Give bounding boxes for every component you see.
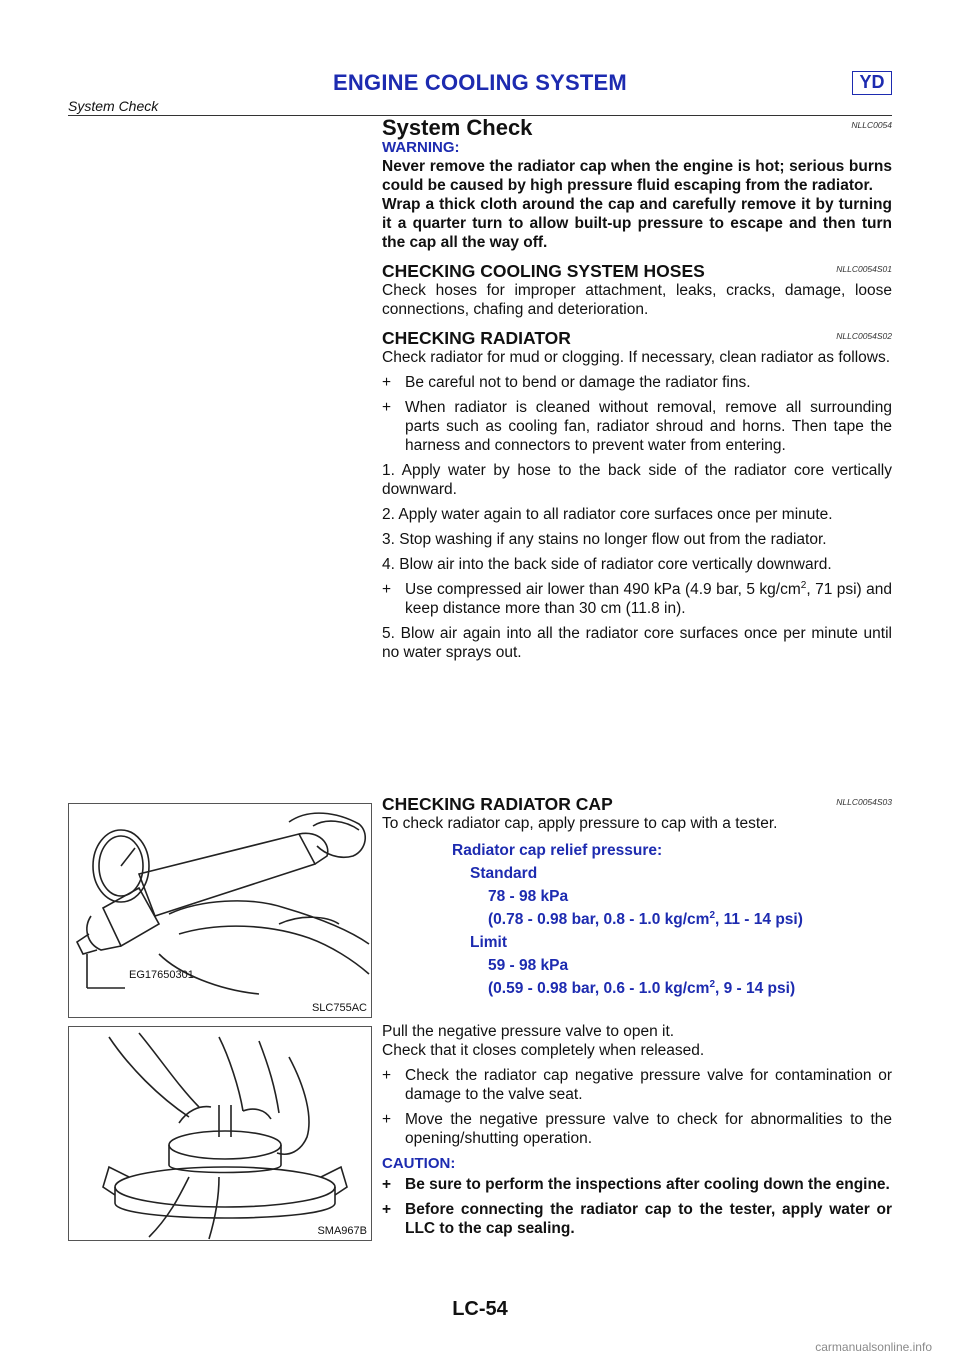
header-title: ENGINE COOLING SYSTEM <box>333 70 627 95</box>
spec-standard-label: Standard <box>470 865 538 882</box>
figure-code: SLC755AC <box>311 1002 367 1014</box>
hoses-title: CHECKING COOLING SYSTEM HOSES NLLC0054S01 <box>382 261 892 281</box>
list-item: 4. Blow air into the back side of radiator core vertically downward. <box>382 556 832 573</box>
spec-limit-label: Limit <box>470 934 508 951</box>
cap-title: CHECKING RADIATOR CAP NLLC0054S03 <box>382 794 892 814</box>
list-item: + Be careful not to bend or damage the radiator fins. <box>382 374 751 391</box>
figure-radiator-cap-valve <box>68 1026 372 1241</box>
cap-code: NLLC0054S03 <box>836 797 892 807</box>
list-item: + Check the radiator cap negative pressure valve for contamination or damage to the valve seat. <box>382 1067 892 1103</box>
cap-valve-illustration <box>69 1027 372 1241</box>
radiator-text: Check radiator for mud or clogging. If necessary, clean radiator as follows. <box>382 349 891 366</box>
list-item: 2. Apply water again to all radiator core surfaces once per minute. <box>382 506 833 523</box>
warning-text-2: Wrap a thick cloth around the cap and carefully remove it by turning it a quarter turn to allow built-up pressure to escape and then turn the cap all the way off. <box>382 196 892 251</box>
figure-code: SMA967B <box>317 1225 367 1237</box>
list-item: + Move the negative pressure valve to check for abnormalities to the opening/shutting operation. <box>382 1111 892 1147</box>
figure-inner-code: EG17650301 <box>129 969 194 981</box>
section-title: System Check NLLC0054 <box>382 115 892 140</box>
main-content <box>382 115 893 662</box>
check-text: Check that it closes completely when released. <box>382 1042 705 1059</box>
pull-text: Pull the negative pressure valve to open it. <box>382 1023 675 1040</box>
cap-tester-illustration <box>69 804 372 1018</box>
spec-limit-kpa: 59 - 98 kPa <box>488 957 569 974</box>
hoses-text: Check hoses for improper attachment, leaks, cracks, damage, loose connections, chafing and deterioration. <box>382 282 892 318</box>
cap-text: To check radiator cap, apply pressure to cap with a tester. <box>382 815 778 832</box>
caution-label: CAUTION: <box>382 1155 456 1172</box>
watermark: carmanualsonline.info <box>815 1340 932 1354</box>
engine-badge: YD <box>852 71 892 95</box>
hoses-code: NLLC0054S01 <box>836 264 892 274</box>
spec-limit-conv: (0.59 - 0.98 bar, 0.6 - 1.0 $kg/cm^2$, 9 - 14 psi) <box>488 978 796 997</box>
list-item: + Use compressed air lower than 490 kPa (4.9 bar, 5 $kg/cm^2$, 71 psi) and keep distance more than 30 cm (11.8 in). <box>382 579 893 617</box>
warning-text: Never remove the radiator cap when the engine is hot; serious burns could be caused by high pressure fluid escaping from the radiator. <box>382 158 892 194</box>
cap-content <box>382 795 892 1238</box>
spec-standard-conv: (0.78 - 0.98 bar, 0.8 - 1.0 $kg/cm^2$, 11 - 14 psi) <box>488 909 803 928</box>
list-item: + Be sure to perform the inspections after cooling down the engine. <box>382 1176 890 1193</box>
cap-spec <box>382 839 892 1000</box>
list-item: 5. Blow air again into all the radiator core surfaces once per minute until no water sprays out. <box>382 625 892 661</box>
page-number: LC-54 <box>452 1298 508 1320</box>
header-subtitle: System Check <box>68 98 159 114</box>
radiator-code: NLLC0054S02 <box>836 331 892 341</box>
list-item: 3. Stop washing if any stains no longer flow out from the radiator. <box>382 531 827 548</box>
warning-label: WARNING: <box>382 139 460 156</box>
page-header <box>68 70 892 116</box>
list-item: 1. Apply water by hose to the back side of the radiator core vertically downward. <box>382 462 892 498</box>
section-code: NLLC0054 <box>851 120 892 130</box>
list-item: + Before connecting the radiator cap to the tester, apply water or LLC to the cap sealing. <box>382 1201 892 1237</box>
spec-title: Radiator cap relief pressure: <box>452 842 663 859</box>
radiator-title: CHECKING RADIATOR NLLC0054S02 <box>382 328 892 348</box>
list-item: + When radiator is cleaned without removal, remove all surrounding parts such as cooling fan, radiator shroud and horns. Then tape the harness and connectors to prevent water from entering. <box>382 399 892 454</box>
spec-standard-kpa: 78 - 98 kPa <box>488 888 569 905</box>
figure-radiator-cap-tester <box>68 803 372 1018</box>
